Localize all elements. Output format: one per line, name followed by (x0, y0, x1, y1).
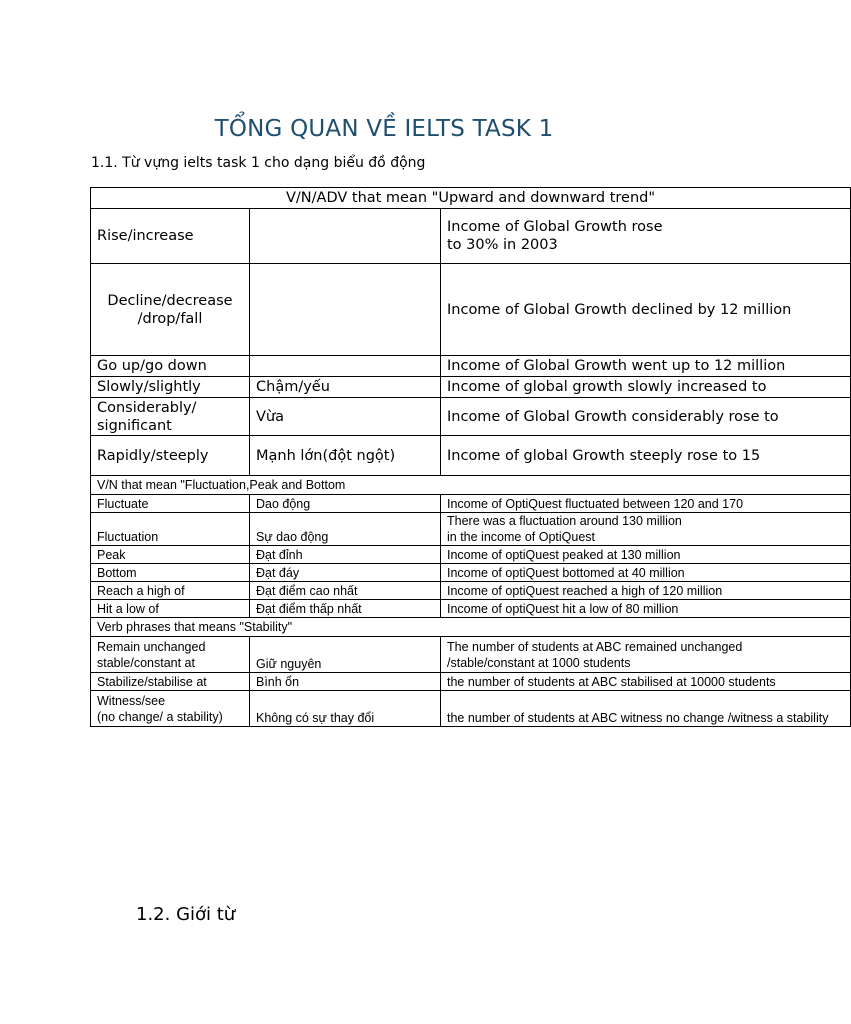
table-row (91, 564, 851, 582)
meaning-cell: Đạt điểm thấp nhất (250, 600, 441, 618)
example-cell: The number of students at ABC remained unchanged /stable/constant at 1000 students (441, 637, 851, 673)
meaning-cell: Chậm/yếu (250, 377, 441, 398)
example-cell: Income of OptiQuest fluctuated between 120 and 170 (441, 495, 851, 513)
table-header-fluctuation-label: V/N that mean "Fluctuation,Peak and Bottom (91, 476, 851, 495)
table-row (91, 436, 851, 476)
meaning-cell: Mạnh lớn(đột ngột) (250, 436, 441, 476)
meaning-cell: Vừa (250, 398, 441, 436)
table-row (91, 495, 851, 513)
table-header-trend-label: V/N/ADV that mean "Upward and downward trend" (91, 188, 851, 209)
term-cell: Remain unchanged stable/constant at (91, 637, 250, 673)
example-cell: Income of optiQuest bottomed at 40 million (441, 564, 851, 582)
table-row (91, 398, 851, 436)
vocabulary-table (90, 187, 851, 727)
example-cell: There was a fluctuation around 130 million in the income of OptiQuest (441, 513, 851, 546)
term-cell: Decline/decrease /drop/fall (91, 264, 250, 356)
example-cell: Income of global growth slowly increased to (441, 377, 851, 398)
table-row (91, 691, 851, 727)
example-cell: Income of optiQuest reached a high of 120 million (441, 582, 851, 600)
meaning-cell: Đạt đáy (250, 564, 441, 582)
example-cell: the number of students at ABC witness no change /witness a stability (441, 691, 851, 727)
table-header-trend (91, 188, 851, 209)
term-cell: Bottom (91, 564, 250, 582)
meaning-cell (250, 356, 441, 377)
meaning-cell: Không có sự thay đổi (250, 691, 441, 727)
example-cell: Income of Global Growth went up to 12 million (441, 356, 851, 377)
term-cell: Considerably/ significant (91, 398, 250, 436)
meaning-cell (250, 209, 441, 264)
table-row (91, 264, 851, 356)
section-heading-prepositions: 1.2. Giới từ (136, 904, 236, 925)
page-title: TỔNG QUAN VỀ IELTS TASK 1 (214, 116, 554, 142)
table-header-fluctuation (91, 476, 851, 495)
term-cell: Reach a high of (91, 582, 250, 600)
table-header-stability-label: Verb phrases that means "Stability" (91, 618, 851, 637)
meaning-cell: Đạt điểm cao nhất (250, 582, 441, 600)
section-heading-vocabulary: 1.1. Từ vựng ielts task 1 cho dạng biểu đồ động (91, 155, 426, 171)
meaning-cell: Giữ nguyên (250, 637, 441, 673)
term-cell: Stabilize/stabilise at (91, 673, 250, 691)
term-cell: Rise/increase (91, 209, 250, 264)
term-cell: Slowly/slightly (91, 377, 250, 398)
meaning-cell (250, 264, 441, 356)
table-row (91, 582, 851, 600)
example-cell: Income of optiQuest peaked at 130 million (441, 546, 851, 564)
example-cell: the number of students at ABC stabilised at 10000 students (441, 673, 851, 691)
meaning-cell: Đạt đỉnh (250, 546, 441, 564)
term-cell: Hit a low of (91, 600, 250, 618)
table-row (91, 546, 851, 564)
example-cell: Income of optiQuest hit a low of 80 million (441, 600, 851, 618)
meaning-cell: Sự dao động (250, 513, 441, 546)
table-row (91, 673, 851, 691)
term-cell: Peak (91, 546, 250, 564)
meaning-cell: Bình ổn (250, 673, 441, 691)
table-row (91, 600, 851, 618)
term-cell: Witness/see (no change/ a stability) (91, 691, 250, 727)
vocabulary-table-container (90, 187, 829, 727)
example-cell: Income of Global Growth considerably rose to (441, 398, 851, 436)
term-cell: Go up/go down (91, 356, 250, 377)
meaning-cell: Dao động (250, 495, 441, 513)
table-row (91, 513, 851, 546)
example-cell: Income of Global Growth declined by 12 million (441, 264, 851, 356)
table-header-stability (91, 618, 851, 637)
table-row (91, 377, 851, 398)
term-cell: Fluctuate (91, 495, 250, 513)
example-cell: Income of global Growth steeply rose to 15 (441, 436, 851, 476)
table-row (91, 209, 851, 264)
table-row (91, 356, 851, 377)
example-cell: Income of Global Growth rose to 30% in 2003 (441, 209, 851, 264)
term-cell: Fluctuation (91, 513, 250, 546)
term-cell: Rapidly/steeply (91, 436, 250, 476)
table-row (91, 637, 851, 673)
